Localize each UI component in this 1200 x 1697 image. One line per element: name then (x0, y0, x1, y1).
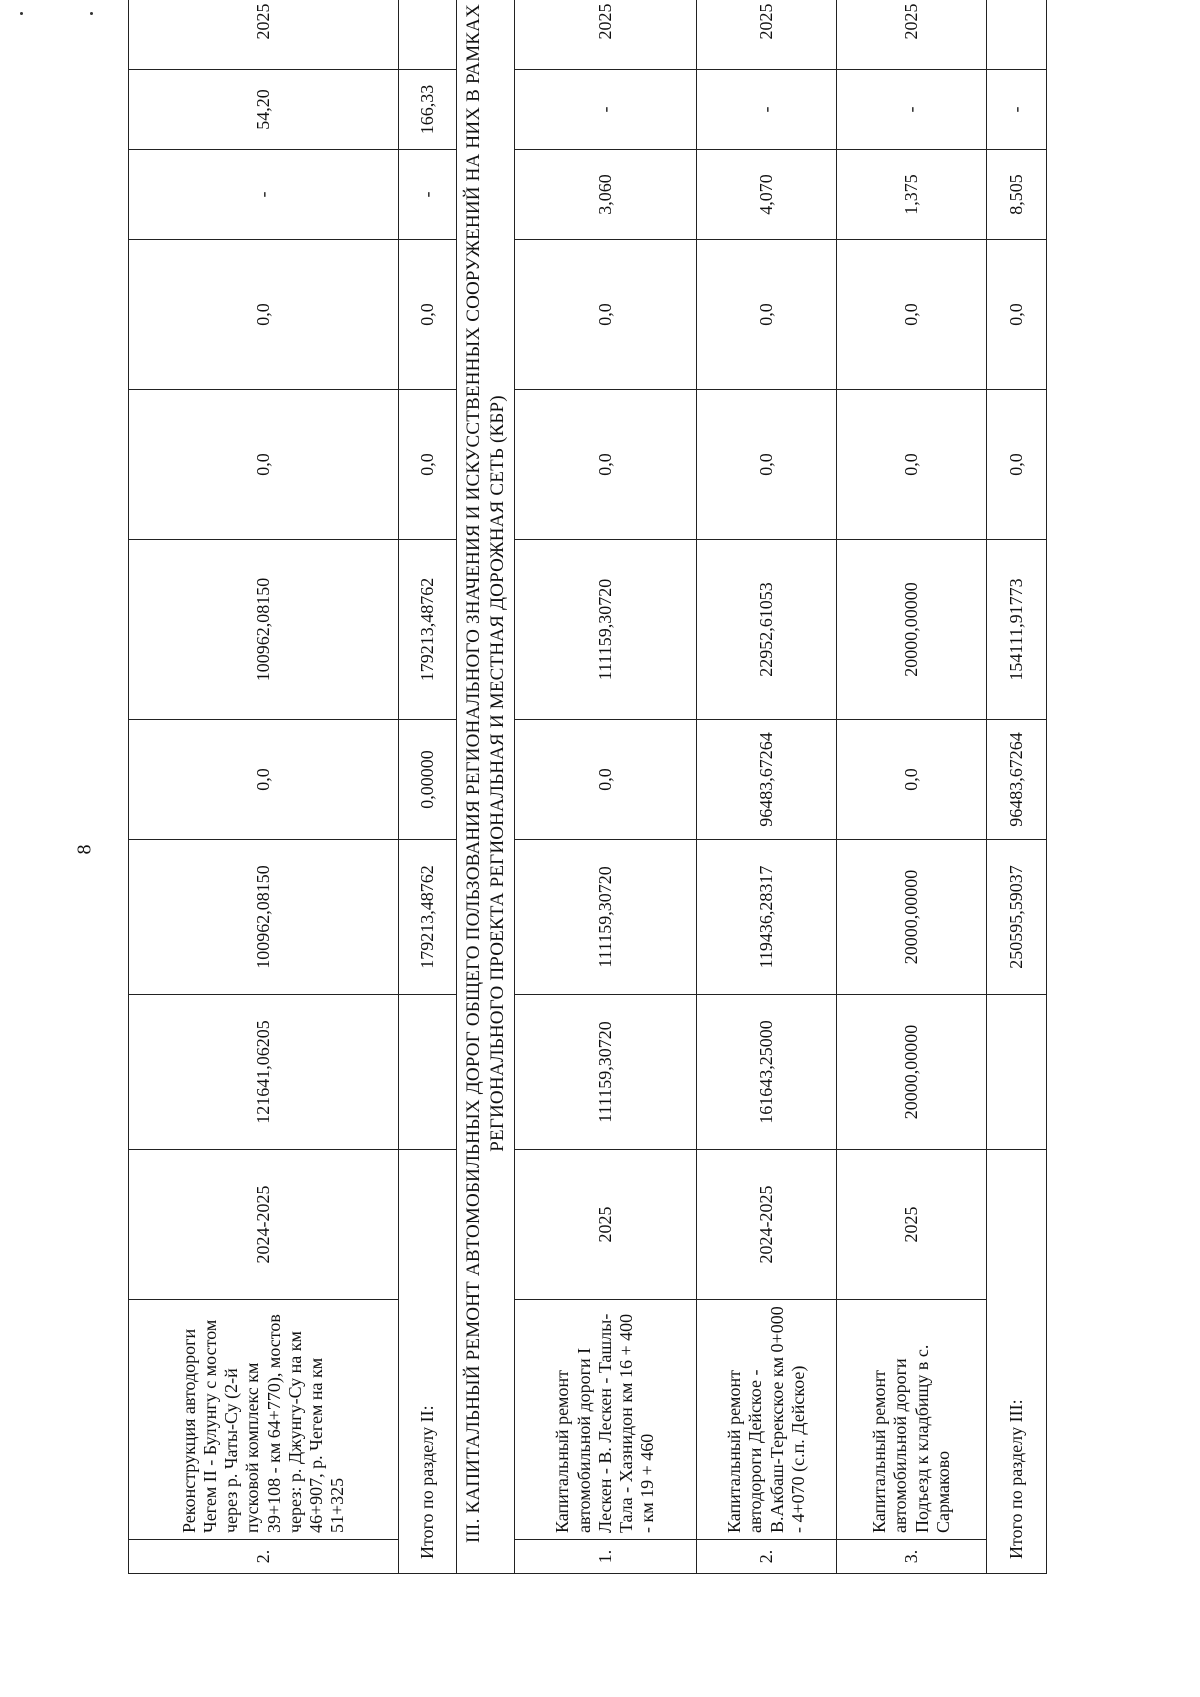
row-number: 2. (697, 1540, 837, 1574)
value-cell: 0,0 (129, 240, 399, 390)
value-cell: 0,0 (697, 390, 837, 540)
period-cell: 2025 (837, 1150, 987, 1300)
value-cell: 100962,08150 (129, 840, 399, 995)
value-cell: 179213,48762 (399, 840, 457, 995)
value-cell: 0,0 (987, 390, 1047, 540)
value-cell: - (697, 70, 837, 150)
value-cell: 96483,67264 (987, 720, 1047, 840)
value-cell: 0,00000 (399, 720, 457, 840)
row-number: 1. (515, 1540, 697, 1574)
value-cell: 166,33 (399, 70, 457, 150)
value-cell: 20000,00000 (837, 540, 987, 720)
value-cell: 0,0 (837, 240, 987, 390)
value-cell: 20000,00000 (837, 840, 987, 995)
value-cell: 179213,48762 (399, 540, 457, 720)
value-cell: 0,0 (987, 240, 1047, 390)
rotated-table-container (128, 3, 1118, 1574)
year-cell: 2025 (515, 0, 697, 70)
value-cell: 22952,61053 (697, 540, 837, 720)
section-heading: III. КАПИТАЛЬНЫЙ РЕМОНТ АВТОМОБИЛЬНЫХ ДОРОГ ОБЩЕГО ПОЛЬЗОВАНИЯ РЕГИОНАЛЬНОГО ЗНАЧЕНИЯ И ИСКУССТВЕННЫХ СООРУЖЕНИЙ НА НИХ В РАМКАХ РЕГИОНАЛЬНОГО ПРОЕКТА РЕГИОНАЛЬНАЯ И МЕСТНАЯ ДОРОЖНАЯ СЕТЬ (КБР) (457, 0, 515, 1574)
table-row (515, 0, 697, 1574)
year-cell: 2025 (129, 0, 399, 70)
table-row (697, 0, 837, 1574)
value-cell: 4,070 (697, 150, 837, 240)
value-cell: 8,505 (987, 150, 1047, 240)
value-cell: 54,20 (129, 70, 399, 150)
value-cell: 20000,00000 (837, 995, 987, 1150)
value-cell: - (399, 150, 457, 240)
value-cell (987, 995, 1047, 1150)
value-cell: 100962,08150 (129, 540, 399, 720)
value-cell: 0,0 (837, 720, 987, 840)
value-cell: 0,0 (399, 390, 457, 540)
object-name: Капитальный ремонт автомобильной дороги Подъезд к кладбищу в с. Сармаково (837, 1300, 987, 1540)
scan-dot (90, 12, 93, 15)
period-cell: 2024-2025 (129, 1150, 399, 1300)
year-cell (399, 0, 457, 70)
value-cell: 0,0 (837, 390, 987, 540)
value-cell: 0,0 (399, 240, 457, 390)
value-cell: 0,0 (515, 240, 697, 390)
object-name: Капитальный ремонт автодороги Дейское - В.Акбаш-Терекское км 0+000 - 4+070 (с.п. Дейское) (697, 1300, 837, 1540)
page-number: 8 (73, 844, 96, 855)
value-cell (399, 995, 457, 1150)
value-cell: 161643,25000 (697, 995, 837, 1150)
total-row (399, 0, 457, 1574)
value-cell: - (129, 150, 399, 240)
table-row (129, 0, 399, 1574)
section-heading-row (457, 0, 515, 1574)
object-name: Реконструкция автодороги Чегем II - Булунгу с мостом через р. Чаты-Су (2-й пусковой комплекс км 39+108 - км 64+770), мостов через: р. Джунгу-Су на км 46+907, р. Чегем на км 51+325 (129, 1300, 399, 1540)
value-cell: 0,0 (515, 720, 697, 840)
value-cell: 119436,28317 (697, 840, 837, 995)
total-label: Итого по разделу III: (987, 1150, 1047, 1574)
object-name: Капитальный ремонт автомобильной дороги I Лескен - В. Лескен - Ташлы-Тала - Хазнидон км 16 + 400 - км 19 + 460 (515, 1300, 697, 1540)
year-cell (987, 0, 1047, 70)
value-cell: 121641,06205 (129, 995, 399, 1150)
value-cell: 111159,30720 (515, 995, 697, 1150)
value-cell: 1,375 (837, 150, 987, 240)
value-cell: 0,0 (129, 390, 399, 540)
value-cell: 154111,91773 (987, 540, 1047, 720)
value-cell: 3,060 (515, 150, 697, 240)
value-cell: - (837, 70, 987, 150)
value-cell: 0,0 (697, 240, 837, 390)
value-cell: - (987, 70, 1047, 150)
period-cell: 2024-2025 (697, 1150, 837, 1300)
period-cell: 2025 (515, 1150, 697, 1300)
total-row (987, 0, 1047, 1574)
value-cell: 0,0 (129, 720, 399, 840)
value-cell: 0,0 (515, 390, 697, 540)
value-cell: 250595,59037 (987, 840, 1047, 995)
value-cell: - (515, 70, 697, 150)
row-number: 3. (837, 1540, 987, 1574)
year-cell: 2025 (837, 0, 987, 70)
scan-dot (20, 12, 23, 15)
value-cell: 111159,30720 (515, 840, 697, 995)
value-cell: 111159,30720 (515, 540, 697, 720)
row-number: 2. (129, 1540, 399, 1574)
total-label: Итого по разделу II: (399, 1150, 457, 1574)
year-cell: 2025 (697, 0, 837, 70)
table-row (837, 0, 987, 1574)
road-works-table (128, 0, 1047, 1574)
value-cell: 96483,67264 (697, 720, 837, 840)
